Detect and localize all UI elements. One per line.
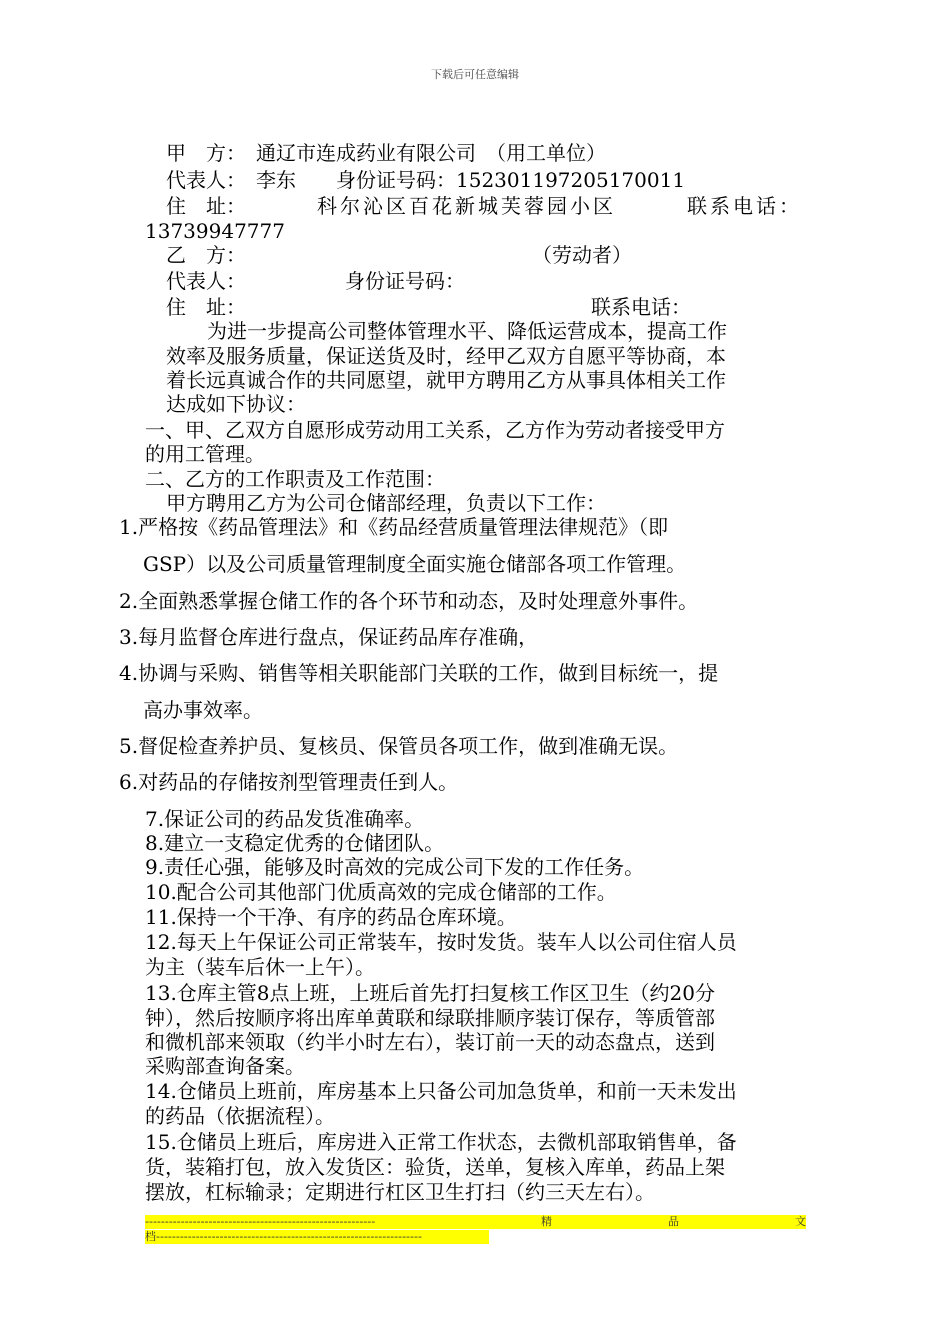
duty-item-15-continued: 货，装箱打包，放入发货区：验货，送单，复核入库单，药品上架 (145, 1155, 725, 1179)
intro-line: 达成如下协议： (166, 392, 306, 416)
section-two-intro: 甲方聘用乙方为公司仓储部经理，负责以下工作： (166, 491, 606, 515)
party-a-address-row (166, 194, 802, 218)
footer-row-1 (145, 1215, 806, 1229)
duty-item-14-continued: 的药品（依据流程）。 (145, 1104, 335, 1128)
duty-item-2 (119, 589, 698, 613)
duty-text: 督促检查养护员、复核员、保管员各项工作，做到准确无误。 (138, 734, 679, 758)
footer-row-2 (145, 1230, 489, 1244)
duty-item-14: 14.仓储员上班前，库房基本上只备公司加急货单，和前一天未发出 (145, 1079, 737, 1103)
party-a-phone-label: 联系电话： (687, 194, 802, 218)
duty-text: 对药品的存储按剂型管理责任到人。 (138, 770, 459, 794)
duty-number: 5. (119, 734, 139, 758)
section-one-line: 一、甲、乙双方自愿形成劳动用工关系，乙方作为劳动者接受甲方 (145, 418, 725, 442)
duty-item-12-continued: 为主（装车后休一上午）。 (145, 955, 375, 979)
party-a-address-label: 住 址： (166, 194, 246, 218)
duty-number: 1. (119, 515, 139, 539)
duty-item-13-continued: 钟），然后按顺序将出库单黄联和绿联排顺序装订保存，等质管部 (145, 1006, 715, 1030)
party-b-phone-label: 联系电话： (591, 295, 691, 319)
party-a-address-value: 科尔沁区百花新城芙蓉园小区 (317, 194, 616, 218)
duty-item-1-continued: GSP）以及公司质量管理制度全面实施仓储部各项工作管理。 (143, 552, 687, 576)
duty-item-5 (119, 734, 678, 758)
duty-number: 4. (119, 661, 139, 685)
duty-text: 协调与采购、销售等相关职能部门关联的工作，做到目标统一，提 (138, 661, 719, 685)
intro-line: 为进一步提高公司整体管理水平、降低运营成本，提高工作 (207, 319, 727, 343)
duty-item-12: 12.每天上午保证公司正常装车，按时发货。装车人以公司住宿人员 (145, 930, 737, 954)
duty-item-13-continued: 和微机部来领取（约半小时左右），装订前一天的动态盘点，送到 (145, 1030, 715, 1054)
duty-number: 3. (119, 625, 139, 649)
duty-item-9: 9.责任心强，能够及时高效的完成公司下发的工作任务。 (145, 855, 645, 879)
footer-word: 精 (541, 1215, 552, 1228)
duty-number: 2. (119, 589, 139, 613)
footer-dashes: ---------------------------------------------------------- (145, 1215, 376, 1228)
duty-item-6 (119, 770, 458, 794)
footer-word: 文 (795, 1215, 806, 1228)
footer-word: 档 (145, 1230, 156, 1243)
duty-item-13-continued: 采购部查询备案。 (145, 1054, 305, 1078)
duty-item-4-continued: 高办事效率。 (143, 698, 263, 722)
section-two-title: 二、乙方的工作职责及工作范围： (145, 467, 445, 491)
duty-text: 每月监督仓库进行盘点，保证药品库存准确， (138, 625, 539, 649)
duty-item-1 (119, 515, 668, 539)
duty-text: 全面熟悉掌握仓储工作的各个环节和动态，及时处理意外事件。 (138, 589, 699, 613)
duty-item-15: 15.仓储员上班后，库房进入正常工作状态，去微机部取销售单，备 (145, 1130, 737, 1154)
party-b-role: （劳动者） (532, 243, 632, 267)
party-b-label: 乙 方： (166, 243, 246, 267)
party-a-phone-value: 13739947777 (145, 219, 285, 243)
duty-text: 严格按《药品管理法》和《药品经营质量管理法律规范》（即 (138, 515, 669, 539)
duty-item-4 (119, 661, 718, 685)
footer-word: 品 (668, 1215, 679, 1228)
party-a-line: 甲 方： 通辽市连成药业有限公司 （用工单位） (166, 141, 606, 165)
duty-item-3 (119, 625, 538, 649)
duty-item-11: 11.保持一个干净、有序的药品仓库环境。 (145, 905, 517, 929)
duty-item-7: 7.保证公司的药品发货准确率。 (145, 807, 425, 831)
duty-item-13: 13.仓库主管8点上班，上班后首先打扫复核工作区卫生（约20分 (145, 981, 715, 1005)
duty-item-15-continued: 摆放，杠标输录；定期进行杠区卫生打扫（约三天左右）。 (145, 1180, 655, 1204)
section-one-line: 的用工管理。 (145, 442, 265, 466)
intro-line: 效率及服务质量，保证送货及时，经甲乙双方自愿平等协商，本 (166, 344, 726, 368)
duty-item-8: 8.建立一支稳定优秀的仓储团队。 (145, 831, 445, 855)
footer-dashes: ------------------------------------------------------------------- (156, 1230, 422, 1243)
party-a-representative: 代表人： 李东 身份证号码：152301197205170011 (166, 168, 686, 192)
party-b-id-label: 身份证号码： (345, 269, 465, 293)
party-b-rep-label: 代表人： (166, 269, 246, 293)
party-b-address-label: 住 址： (166, 295, 246, 319)
intro-line: 着长远真诚合作的共同愿望，就甲方聘用乙方从事具体相关工作 (166, 368, 726, 392)
duty-number: 6. (119, 770, 139, 794)
duty-item-10: 10.配合公司其他部门优质高效的完成仓储部的工作。 (145, 880, 617, 904)
header-note: 下载后可任意编辑 (431, 68, 519, 81)
